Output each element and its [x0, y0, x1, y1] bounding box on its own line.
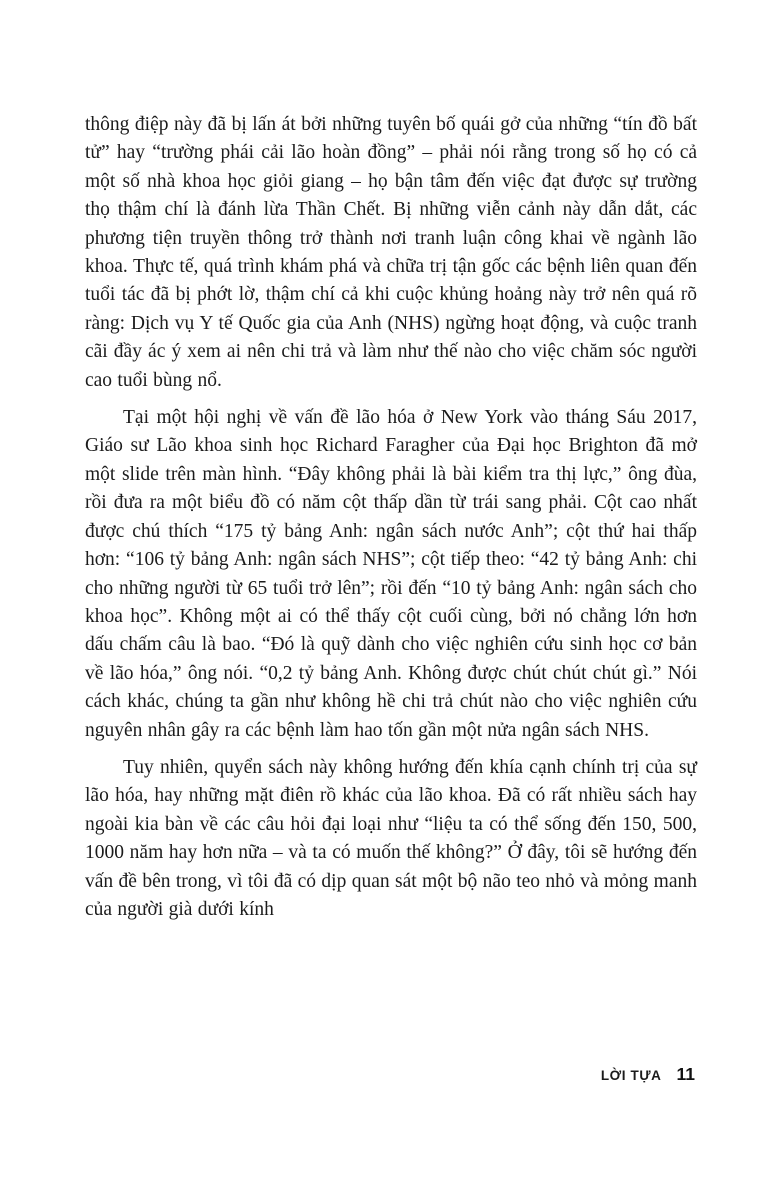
- paragraph: Tại một hội nghị về vấn đề lão hóa ở New York vào tháng Sáu 2017, Giáo sư Lão khoa sinh học Richard Faragher của Đại học Brighton đã mở một slide trên màn hình. “Đây không phải là bài kiểm tra thị lực,” ông đùa, rồi đưa ra một biểu đồ có năm cột thấp dần từ trái sang phải. Cột cao nhất được chú thích “175 tỷ bảng Anh: ngân sách nước Anh”; cột thứ hai thấp hơn: “106 tỷ bảng Anh: ngân sách NHS”; cột tiếp theo: “42 tỷ bảng Anh: chi cho những người từ 65 tuổi trở lên”; rồi đến “10 tỷ bảng Anh: ngân sách cho khoa học”. Không một ai có thể thấy cột cuối cùng, bởi nó chẳng lớn hơn dấu chấm câu là bao. “Đó là quỹ dành cho việc nghiên cứu sinh học cơ bản về lão hóa,” ông nói. “0,2 tỷ bảng Anh. Không được chút chút chút gì.” Nói cách khác, chúng ta gần như không hề chi trả chút nào cho việc nghiên cứu nguyên nhân gây ra các bệnh làm hao tốn gần một nửa ngân sách NHS.: [85, 407, 697, 741]
- paragraph: Tuy nhiên, quyển sách này không hướng đến khía cạnh chính trị của sự lão hóa, hay những mặt điên rồ khác của lão khoa. Đã có rất nhiều sách hay ngoài kia bàn về các câu hỏi đại loại như “liệu ta có thể sống đến 150, 500, 1000 năm hay hơn nữa – và ta có muốn thế không?” Ở đây, tôi sẽ hướng đến vấn đề bên trong, vì tôi đã có dịp quan sát một bộ não teo nhỏ và mỏng manh của người già dưới kính: [85, 756, 697, 920]
- paragraph: thông điệp này đã bị lấn át bởi những tuyên bố quái gở của những “tín đồ bất tử” hay “trường phái cải lão hoàn đồng” – phải nói rằng trong số họ có cả một số nhà khoa học giỏi giang – họ bận tâm đến việc đạt được sự trường thọ thậm chí là đánh lừa Thần Chết. Bị những viễn cảnh này dẫn dắt, các phương tiện truyền thông trở thành nơi tranh luận công khai về ngành lão khoa. Thực tế, quá trình khám phá và chữa trị tận gốc các bệnh liên quan đến tuổi tác đã bị phớt lờ, thậm chí cả khi cuộc khủng hoảng này trở nên quá rõ ràng: Dịch vụ Y tế Quốc gia của Anh (NHS) ngừng hoạt động, và cuộc tranh cãi đầy ác ý xem ai nên chi trả và làm như thế nào cho việc chăm sóc người cao tuổi bùng nổ.: [85, 114, 697, 391]
- page-footer: [601, 1064, 695, 1085]
- section-label: LỜI TỰA: [600, 1068, 662, 1083]
- body-text-block: [85, 111, 697, 924]
- page-number: 11: [676, 1064, 695, 1084]
